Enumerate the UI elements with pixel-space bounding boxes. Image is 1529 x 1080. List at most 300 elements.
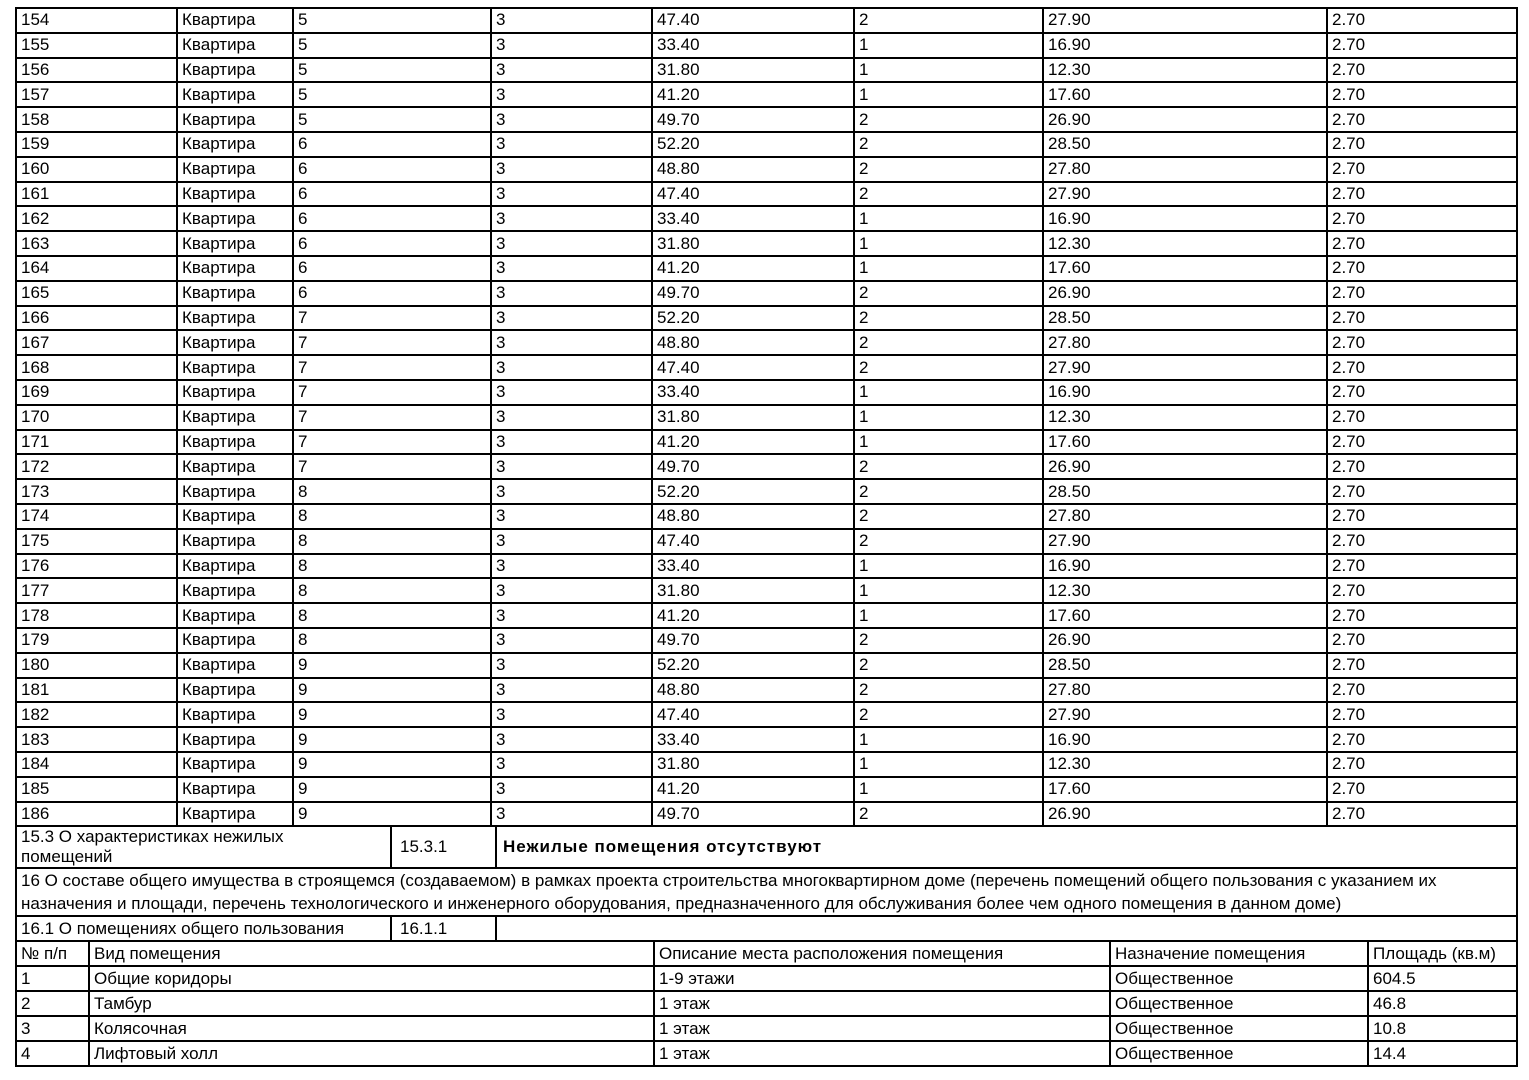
apartment-cell: 177 xyxy=(16,578,177,603)
apartment-cell: 3 xyxy=(491,256,652,281)
apartment-cell: 16.90 xyxy=(1043,554,1327,579)
apartment-cell: 186 xyxy=(16,802,177,827)
table-row xyxy=(16,330,1517,355)
apartment-cell: Квартира xyxy=(177,355,293,380)
apartment-cell: Квартира xyxy=(177,702,293,727)
apartment-cell: 27.90 xyxy=(1043,8,1327,33)
apartment-cell: 31.80 xyxy=(652,58,854,83)
table-row xyxy=(16,678,1517,703)
apartment-cell: 3 xyxy=(491,653,652,678)
apartment-cell: 179 xyxy=(16,628,177,653)
apartment-cell: 2 xyxy=(854,157,1043,182)
table-row xyxy=(16,157,1517,182)
table-row xyxy=(16,653,1517,678)
apartment-cell: 2.70 xyxy=(1327,306,1517,331)
apartment-cell: 33.40 xyxy=(652,554,854,579)
apartment-cell: 9 xyxy=(293,802,491,827)
column-header-num: № п/п xyxy=(16,941,89,966)
common-room-cell: Тамбур xyxy=(89,991,654,1016)
apartment-cell: 6 xyxy=(293,182,491,207)
apartment-cell: 27.90 xyxy=(1043,529,1327,554)
apartment-cell: Квартира xyxy=(177,479,293,504)
apartment-cell: 2.70 xyxy=(1327,628,1517,653)
apartment-cell: 8 xyxy=(293,554,491,579)
apartment-cell: 154 xyxy=(16,8,177,33)
apartment-cell: 171 xyxy=(16,430,177,455)
apartment-cell: 2 xyxy=(854,355,1043,380)
apartment-cell: 41.20 xyxy=(652,430,854,455)
apartment-cell: 174 xyxy=(16,504,177,529)
apartment-cell: 3 xyxy=(491,578,652,603)
apartment-cell: 8 xyxy=(293,529,491,554)
apartment-cell: 2.70 xyxy=(1327,132,1517,157)
apartment-cell: Квартира xyxy=(177,132,293,157)
common-room-cell: Общественное xyxy=(1110,966,1368,991)
apartment-cell: 2.70 xyxy=(1327,231,1517,256)
apartment-cell: 27.90 xyxy=(1043,355,1327,380)
apartment-cell: 3 xyxy=(491,479,652,504)
apartment-cell: 5 xyxy=(293,82,491,107)
section-16-1-value xyxy=(496,916,1517,941)
table-row xyxy=(16,777,1517,802)
apartment-cell: 3 xyxy=(491,702,652,727)
apartment-cell: 9 xyxy=(293,777,491,802)
section-16-1-label: 16.1 О помещениях общего пользования xyxy=(16,916,391,941)
apartment-cell: 1 xyxy=(854,777,1043,802)
apartment-cell: 156 xyxy=(16,58,177,83)
apartment-cell: 170 xyxy=(16,405,177,430)
apartment-cell: 48.80 xyxy=(652,504,854,529)
apartment-cell: 31.80 xyxy=(652,752,854,777)
apartment-cell: 28.50 xyxy=(1043,132,1327,157)
section-16-table xyxy=(15,867,1518,917)
apartment-cell: 12.30 xyxy=(1043,405,1327,430)
apartment-cell: 3 xyxy=(491,33,652,58)
apartment-cell: Квартира xyxy=(177,33,293,58)
apartment-cell: 47.40 xyxy=(652,355,854,380)
apartment-cell: Квартира xyxy=(177,578,293,603)
apartment-cell: 52.20 xyxy=(652,306,854,331)
table-row xyxy=(16,727,1517,752)
apartment-cell: 47.40 xyxy=(652,182,854,207)
apartment-cell: Квартира xyxy=(177,231,293,256)
apartment-cell: 2 xyxy=(854,454,1043,479)
common-room-cell: 4 xyxy=(16,1041,89,1066)
apartment-cell: 3 xyxy=(491,603,652,628)
table-row xyxy=(16,1016,1517,1041)
apartment-cell: 2.70 xyxy=(1327,802,1517,827)
apartment-cell: 2.70 xyxy=(1327,182,1517,207)
section-15-3-label xyxy=(16,826,391,868)
apartment-cell: 2.70 xyxy=(1327,678,1517,703)
apartment-cell: 2.70 xyxy=(1327,256,1517,281)
apartment-cell: 28.50 xyxy=(1043,479,1327,504)
column-header-location: Описание места расположения помещения xyxy=(654,941,1110,966)
apartment-cell: Квартира xyxy=(177,306,293,331)
apartment-cell: 49.70 xyxy=(652,802,854,827)
apartment-cell: 3 xyxy=(491,231,652,256)
apartment-cell: 17.60 xyxy=(1043,603,1327,628)
apartment-cell: 6 xyxy=(293,231,491,256)
apartment-cell: 2 xyxy=(854,8,1043,33)
apartment-cell: 2.70 xyxy=(1327,430,1517,455)
apartment-cell: 2.70 xyxy=(1327,330,1517,355)
table-row xyxy=(16,752,1517,777)
apartment-cell: 41.20 xyxy=(652,256,854,281)
common-room-cell: 2 xyxy=(16,991,89,1016)
apartment-cell: 2 xyxy=(854,529,1043,554)
apartment-cell: 2.70 xyxy=(1327,752,1517,777)
apartment-cell: 160 xyxy=(16,157,177,182)
apartment-cell: 2.70 xyxy=(1327,653,1517,678)
common-room-cell: 1 этаж xyxy=(654,991,1110,1016)
table-row xyxy=(16,454,1517,479)
apartment-cell: 8 xyxy=(293,578,491,603)
apartment-cell: 2 xyxy=(854,702,1043,727)
common-room-cell: 1-9 этажи xyxy=(654,966,1110,991)
apartment-cell: 2.70 xyxy=(1327,281,1517,306)
apartment-cell: 2 xyxy=(854,182,1043,207)
apartment-cell: 12.30 xyxy=(1043,58,1327,83)
apartment-cell: Квартира xyxy=(177,752,293,777)
table-row xyxy=(16,504,1517,529)
common-room-cell: 46.8 xyxy=(1368,991,1517,1016)
apartment-cell: Квартира xyxy=(177,554,293,579)
apartment-cell: 1 xyxy=(854,430,1043,455)
apartment-cell: 6 xyxy=(293,256,491,281)
table-row xyxy=(16,430,1517,455)
apartment-cell: 7 xyxy=(293,454,491,479)
apartment-cell: 1 xyxy=(854,58,1043,83)
apartment-cell: 2.70 xyxy=(1327,727,1517,752)
apartment-cell: 2.70 xyxy=(1327,603,1517,628)
common-rooms-header-row xyxy=(16,941,1517,966)
common-room-cell: 10.8 xyxy=(1368,1016,1517,1041)
section-15-3-table xyxy=(15,825,1518,869)
apartment-cell: 7 xyxy=(293,430,491,455)
column-header-area: Площадь (кв.м) xyxy=(1368,941,1517,966)
apartment-cell: 5 xyxy=(293,107,491,132)
apartment-cell: 12.30 xyxy=(1043,578,1327,603)
apartment-cell: 41.20 xyxy=(652,82,854,107)
apartment-cell: 2 xyxy=(854,504,1043,529)
apartment-cell: 12.30 xyxy=(1043,752,1327,777)
apartment-cell: 6 xyxy=(293,157,491,182)
section-15-3-code: 15.3.1 xyxy=(391,826,496,868)
apartment-cell: 3 xyxy=(491,777,652,802)
apartment-cell: 7 xyxy=(293,306,491,331)
apartment-cell: 163 xyxy=(16,231,177,256)
apartment-cell: Квартира xyxy=(177,678,293,703)
apartment-cell: 168 xyxy=(16,355,177,380)
apartment-cell: 3 xyxy=(491,107,652,132)
common-room-cell: Общие коридоры xyxy=(89,966,654,991)
apartment-cell: 5 xyxy=(293,58,491,83)
apartment-cell: 9 xyxy=(293,702,491,727)
apartment-cell: 2.70 xyxy=(1327,206,1517,231)
apartment-cell: 2.70 xyxy=(1327,380,1517,405)
apartment-cell: 2.70 xyxy=(1327,157,1517,182)
apartment-cell: 2 xyxy=(854,628,1043,653)
apartment-cell: 2.70 xyxy=(1327,58,1517,83)
apartment-cell: 2 xyxy=(854,107,1043,132)
apartment-cell: 33.40 xyxy=(652,380,854,405)
apartment-cell: 6 xyxy=(293,132,491,157)
apartment-cell: 2.70 xyxy=(1327,355,1517,380)
apartment-cell: 155 xyxy=(16,33,177,58)
apartment-cell: Квартира xyxy=(177,802,293,827)
apartment-cell: 3 xyxy=(491,281,652,306)
apartment-cell: 7 xyxy=(293,405,491,430)
apartment-cell: 166 xyxy=(16,306,177,331)
common-room-cell: Общественное xyxy=(1110,1016,1368,1041)
apartment-cell: 2.70 xyxy=(1327,504,1517,529)
apartment-cell: 1 xyxy=(854,405,1043,430)
apartment-cell: 3 xyxy=(491,802,652,827)
table-row xyxy=(16,578,1517,603)
apartment-cell: 7 xyxy=(293,380,491,405)
apartment-cell: 2 xyxy=(854,306,1043,331)
apartment-cell: 1 xyxy=(854,33,1043,58)
apartment-cell: 3 xyxy=(491,132,652,157)
apartment-cell: 3 xyxy=(491,752,652,777)
apartment-cell: 47.40 xyxy=(652,529,854,554)
apartment-cell: Квартира xyxy=(177,107,293,132)
table-row xyxy=(16,355,1517,380)
apartment-cell: 3 xyxy=(491,554,652,579)
apartment-cell: 7 xyxy=(293,330,491,355)
common-room-cell: Колясочная xyxy=(89,1016,654,1041)
apartment-cell: 185 xyxy=(16,777,177,802)
table-row xyxy=(16,306,1517,331)
apartment-cell: 2 xyxy=(854,281,1043,306)
apartment-cell: 2.70 xyxy=(1327,33,1517,58)
apartment-cell: 6 xyxy=(293,206,491,231)
apartment-cell: 49.70 xyxy=(652,281,854,306)
apartment-cell: 16.90 xyxy=(1043,206,1327,231)
apartment-cell: 48.80 xyxy=(652,330,854,355)
apartment-cell: 16.90 xyxy=(1043,33,1327,58)
apartment-cell: 3 xyxy=(491,454,652,479)
common-room-cell: 604.5 xyxy=(1368,966,1517,991)
common-room-cell: Общественное xyxy=(1110,1041,1368,1066)
apartment-cell: 48.80 xyxy=(652,157,854,182)
section-15-3-value: Нежилые помещения отсутствуют xyxy=(496,826,1517,868)
apartment-cell: 52.20 xyxy=(652,653,854,678)
apartment-cell: 2 xyxy=(854,802,1043,827)
apartment-cell: 3 xyxy=(491,504,652,529)
apartment-cell: Квартира xyxy=(177,330,293,355)
apartment-cell: Квартира xyxy=(177,653,293,678)
apartment-cell: 182 xyxy=(16,702,177,727)
apartment-cell: 2 xyxy=(854,479,1043,504)
common-room-cell: 1 этаж xyxy=(654,1016,1110,1041)
apartment-cell: Квартира xyxy=(177,206,293,231)
apartment-cell: 9 xyxy=(293,653,491,678)
apartment-cell: 7 xyxy=(293,355,491,380)
apartment-cell: Квартира xyxy=(177,8,293,33)
apartment-cell: 9 xyxy=(293,752,491,777)
apartment-cell: 3 xyxy=(491,529,652,554)
apartment-cell: 164 xyxy=(16,256,177,281)
table-row xyxy=(16,58,1517,83)
apartment-cell: 2.70 xyxy=(1327,554,1517,579)
apartment-cell: 17.60 xyxy=(1043,82,1327,107)
apartment-cell: 33.40 xyxy=(652,33,854,58)
apartment-cell: 17.60 xyxy=(1043,777,1327,802)
table-row xyxy=(16,628,1517,653)
apartment-cell: 5 xyxy=(293,8,491,33)
apartment-cell: 169 xyxy=(16,380,177,405)
apartment-cell: Квартира xyxy=(177,281,293,306)
apartment-cell: 1 xyxy=(854,256,1043,281)
table-row xyxy=(16,256,1517,281)
apartment-cell: 3 xyxy=(491,405,652,430)
apartment-cell: 8 xyxy=(293,479,491,504)
apartment-cell: Квартира xyxy=(177,603,293,628)
apartment-cell: 1 xyxy=(854,727,1043,752)
apartment-cell: Квартира xyxy=(177,628,293,653)
apartment-cell: 3 xyxy=(491,355,652,380)
apartment-cell: 9 xyxy=(293,727,491,752)
table-row xyxy=(16,132,1517,157)
apartment-cell: 33.40 xyxy=(652,727,854,752)
apartment-cell: 41.20 xyxy=(652,603,854,628)
apartment-cell: 176 xyxy=(16,554,177,579)
apartment-cell: 1 xyxy=(854,578,1043,603)
apartment-cell: 2.70 xyxy=(1327,82,1517,107)
column-header-room-type: Вид помещения xyxy=(89,941,654,966)
table-row xyxy=(16,405,1517,430)
apartment-cell: 26.90 xyxy=(1043,281,1327,306)
apartment-cell: 17.60 xyxy=(1043,256,1327,281)
apartment-cell: 3 xyxy=(491,306,652,331)
section-16-text: 16 О составе общего имущества в строящемся (создаваемом) в рамках проекта строительства многоквартирном доме (перечень помещений общего пользования с указанием их назначения и площади, перечень технологического и инженерного оборудования, предназначенного для обслуживания более чем одного помещения в данном доме) xyxy=(16,868,1517,916)
apartment-cell: 26.90 xyxy=(1043,628,1327,653)
apartment-cell: 33.40 xyxy=(652,206,854,231)
apartment-cell: 27.90 xyxy=(1043,702,1327,727)
apartment-cell: 159 xyxy=(16,132,177,157)
apartment-cell: 31.80 xyxy=(652,578,854,603)
apartment-cell: 172 xyxy=(16,454,177,479)
table-row xyxy=(16,802,1517,827)
apartment-cell: 26.90 xyxy=(1043,107,1327,132)
apartment-cell: 28.50 xyxy=(1043,306,1327,331)
apartment-cell: 41.20 xyxy=(652,777,854,802)
apartment-cell: 165 xyxy=(16,281,177,306)
apartment-cell: 2.70 xyxy=(1327,454,1517,479)
table-row xyxy=(16,206,1517,231)
table-row xyxy=(16,826,1517,868)
apartment-cell: 2 xyxy=(854,330,1043,355)
apartment-cell: Квартира xyxy=(177,82,293,107)
table-row xyxy=(16,107,1517,132)
apartment-cell: 183 xyxy=(16,727,177,752)
apartment-cell: Квартира xyxy=(177,504,293,529)
apartment-cell: 3 xyxy=(491,678,652,703)
apartment-cell: Квартира xyxy=(177,256,293,281)
apartment-cell: 2.70 xyxy=(1327,479,1517,504)
apartment-cell: Квартира xyxy=(177,529,293,554)
apartment-cell: 27.80 xyxy=(1043,504,1327,529)
apartment-cell: 2.70 xyxy=(1327,702,1517,727)
apartments-tbody xyxy=(16,8,1517,826)
apartment-cell: 8 xyxy=(293,603,491,628)
apartment-cell: 2.70 xyxy=(1327,405,1517,430)
common-room-cell: 3 xyxy=(16,1016,89,1041)
section-16-1-code: 16.1.1 xyxy=(391,916,496,941)
apartment-cell: 2 xyxy=(854,132,1043,157)
table-row xyxy=(16,8,1517,33)
apartment-cell: 158 xyxy=(16,107,177,132)
apartment-cell: 184 xyxy=(16,752,177,777)
apartment-cell: 49.70 xyxy=(652,454,854,479)
table-row xyxy=(16,33,1517,58)
table-row xyxy=(16,916,1517,941)
apartment-cell: 3 xyxy=(491,330,652,355)
apartment-cell: 9 xyxy=(293,678,491,703)
apartment-cell: 2 xyxy=(854,678,1043,703)
apartment-cell: 1 xyxy=(854,231,1043,256)
apartment-cell: 26.90 xyxy=(1043,454,1327,479)
apartment-cell: 178 xyxy=(16,603,177,628)
apartment-cell: 3 xyxy=(491,58,652,83)
apartment-cell: 2.70 xyxy=(1327,578,1517,603)
apartment-cell: 31.80 xyxy=(652,231,854,256)
apartment-cell: 2.70 xyxy=(1327,8,1517,33)
table-row xyxy=(16,82,1517,107)
apartment-cell: 47.40 xyxy=(652,702,854,727)
common-room-cell: Общественное xyxy=(1110,991,1368,1016)
apartment-cell: 2 xyxy=(854,653,1043,678)
apartment-cell: 27.90 xyxy=(1043,182,1327,207)
table-row xyxy=(16,529,1517,554)
apartment-cell: 3 xyxy=(491,206,652,231)
apartment-cell: 167 xyxy=(16,330,177,355)
common-rooms-tbody xyxy=(16,966,1517,1066)
apartment-cell: 49.70 xyxy=(652,628,854,653)
table-row xyxy=(16,380,1517,405)
table-row xyxy=(16,182,1517,207)
apartment-cell: 5 xyxy=(293,33,491,58)
apartment-cell: 1 xyxy=(854,82,1043,107)
apartment-cell: 52.20 xyxy=(652,479,854,504)
table-row xyxy=(16,1041,1517,1066)
apartment-cell: 16.90 xyxy=(1043,380,1327,405)
column-header-purpose: Назначение помещения xyxy=(1110,941,1368,966)
section-16-1-table xyxy=(15,915,1518,942)
apartment-cell: 161 xyxy=(16,182,177,207)
apartment-cell: 2.70 xyxy=(1327,777,1517,802)
apartment-cell: Квартира xyxy=(177,405,293,430)
apartment-cell: 2.70 xyxy=(1327,107,1517,132)
table-row xyxy=(16,231,1517,256)
apartment-cell: 3 xyxy=(491,380,652,405)
apartment-cell: 26.90 xyxy=(1043,802,1327,827)
apartment-cell: Квартира xyxy=(177,727,293,752)
apartment-cell: Квартира xyxy=(177,454,293,479)
table-row xyxy=(16,479,1517,504)
apartment-cell: 175 xyxy=(16,529,177,554)
table-row xyxy=(16,554,1517,579)
apartment-cell: 49.70 xyxy=(652,107,854,132)
apartment-cell: 157 xyxy=(16,82,177,107)
apartments-table xyxy=(15,7,1518,827)
apartment-cell: 2.70 xyxy=(1327,529,1517,554)
apartment-cell: 52.20 xyxy=(652,132,854,157)
apartment-cell: 6 xyxy=(293,281,491,306)
apartment-cell: 16.90 xyxy=(1043,727,1327,752)
